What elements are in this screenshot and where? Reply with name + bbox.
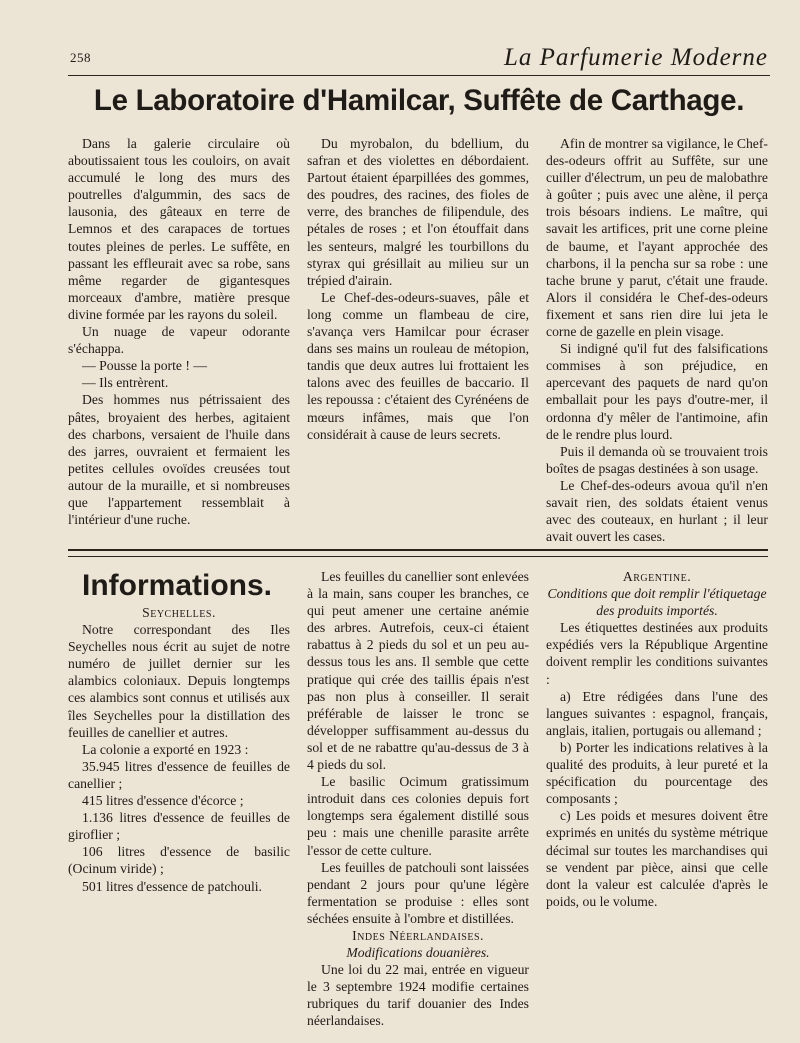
paragraph: c) Les poids et mesures doivent être exprimés en unités du système métrique décimal sur toutes les marchandises qui se vendent par pièce, ainsi que celle dont la valeur est calculée d'après le poids, ou le volume. (546, 808, 768, 909)
paragraph: Dans la galerie circulaire où aboutissaient tous les couloirs, on avait accumulé le long des murs des poutrelles d'algummin, des sacs de lausonia, des gâteaux en terre de Lemnos et des carapaces de tortues toutes pleines de perles. Le suffête, en passant les effleurait avec sa robe, sans même regarder de gigantesques morceaux d'ambre, matière presque divine formée par les rayons du soleil. (68, 136, 290, 322)
paragraph: Les feuilles de patchouli sont laissées pendant 2 jours pour qu'une légère fermentation se produise : elles sont séchées ensuite à l'ombre et distillées. (307, 859, 529, 926)
paragraph: Afin de montrer sa vigilance, le Chef-des-odeurs offrit au Suffête, sur une cuiller d'électrum, un peu de malobathre à goûter ; puis avec une alène, il perça trois bésoars indiens. Le maître, qui savait les artifices, prit une corne pleine de baume, et l'ayant approchée des charbons, il la pencha sur sa robe : une tache brune y parut, c'était une fraude. Alors il considéra le Chef-des-odeurs fixement et sans rien dire lui jeta le corne de gazelle en plein visage. (546, 136, 768, 340)
column-2 (307, 568, 529, 1028)
section-divider (68, 549, 768, 557)
subsection-subheading: Conditions que doit remplir l'étiquetage des produits importés. (547, 586, 767, 619)
paragraph: — Ils entrèrent. (82, 375, 169, 391)
page-number: 258 (70, 50, 91, 65)
paragraph: b) Porter les indications relatives à la qualité des produits, à leur pureté et la spécification du pourcentage des composants ; (546, 739, 768, 807)
article-title: Le Laboratoire d'Hamilcar, Suffête de Carthage. (93, 84, 745, 117)
paragraph: Si indigné qu'il fut des falsifications commises à son préjudice, en apercevant des paquets de nard qu'on emballait pour les pays d'outre-mer, il ordonna d'y mêler de l'antimoine, afin de le rendre plus lourd. (546, 341, 768, 442)
subsection-heading: Indes Néerlandaises. (352, 927, 484, 943)
paragraph: La colonie a exporté en 1923 : (82, 741, 249, 757)
paragraph: Le Chef-des-odeurs-suaves, pâle et long comme un flambeau de cire, s'avança vers Hamilcar pour écraser dans ses mains un rouleau de métopion, tandis que deux autres lui frottaient les talons avec des feuilles de baccario. Il les repoussa : c'étaient des Cyrénéens de mœurs infâmes, mais que l'on considérait à cause de leurs secrets. (307, 289, 529, 442)
paragraph: Les feuilles du canellier sont enlevées à la main, sans couper les branches, ce qui peut amener une certaine anémie des arbres. Autrefois, ceux-ci étaient rabattus à 2 pieds du sol et un peu au-dessus tous les ans. Il semble que cette pratique qui crée des taillis épais n'est pas non plus à conseiller. Il serait préférable de laisser le tronc se développer suffisamment au-dessus du sol et de ne rabattre qu'au-dessus de 3 à 4 pieds du sol. (307, 569, 529, 773)
paragraph: Le basilic Ocimum gratissimum introduit dans ces colonies depuis fort longtemps sera également distillé sous peu : mais une chenille parasite arrête l'essor de cette culture. (307, 774, 529, 858)
journal-masthead: La Parfumerie Moderne (503, 44, 768, 71)
paragraph: Puis il demanda où se trouvaient trois boîtes de psagas destinées à son usage. (546, 443, 768, 476)
paragraph: 35.945 litres d'essence de feuilles de canellier ; (68, 758, 290, 791)
column-3 (546, 135, 768, 545)
informations-body (68, 568, 768, 1028)
paragraph: 106 litres d'essence de basilic (Ocinum viride) ; (68, 844, 290, 877)
subsection-heading: Argentine. (622, 569, 692, 584)
paragraph: Une loi du 22 mai, entrée en vigueur le 3 septembre 1924 modifie certaines rubriques du tarif douanier des Indes néerlandaises. (307, 962, 529, 1028)
paragraph: Le Chef-des-odeurs avoua qu'il n'en savait rien, des soldats étaient venus avec des couteaux, en hurlant ; il leur avait ouvert les cases. (546, 477, 768, 545)
paragraph: Un nuage de vapeur odorante s'échappa. (68, 324, 290, 357)
article-body (68, 135, 768, 545)
paragraph: 415 litres d'essence d'écorce ; (82, 793, 244, 809)
paragraph: — Pousse la porte ! — (82, 358, 208, 374)
column-3 (546, 568, 768, 1028)
paragraph: Du myrobalon, du bdellium, du safran et des violettes en débordaient. Partout étaient éparpillées des gommes, des poudres, des racines, des fioles de verre, des branches de filipendule, des pétales de roses ; et l'on étouffait dans les senteurs, malgré les tourbillons du styrax qui grésillait au milieu sur un trépied d'airain. (307, 136, 529, 288)
header-rule (68, 75, 770, 76)
column-1 (68, 568, 290, 1028)
section-title: Informations. (82, 569, 273, 602)
subsection-subheading: Modifications douanières. (346, 945, 490, 961)
paragraph: 501 litres d'essence de patchouli. (82, 878, 262, 894)
paragraph: a) Etre rédigées dans l'une des langues suivantes : espagnol, français, anglais, italien, portugais ou allemand ; (546, 688, 768, 738)
subsection-heading: Seychelles. (142, 605, 216, 620)
paragraph: Des hommes nus pétrissaient des pâtes, broyaient des herbes, agitaient des charbons, versaient de l'huile dans des jarres, ouvraient et fermaient les petites cellules ovoïdes creusées tout autour de la muraille, et si nombreuses que l'appartement ressemblait à l'intérieur d'une ruche. (68, 392, 290, 528)
column-1 (68, 135, 290, 545)
column-2 (307, 135, 529, 545)
paragraph: Notre correspondant des Iles Seychelles nous écrit au sujet de notre numéro de juillet dernier sur les alambics coloniaux. Depuis longtemps ces alambics sont connus et utilisés aux îles Seychelles pour la distillation des feuilles de canellier et autres. (68, 622, 290, 740)
paragraph: Les étiquettes destinées aux produits expédiés vers la République Argentine doivent remplir les conditions suivantes : (546, 620, 768, 687)
paragraph: 1.136 litres d'essence de feuilles de giroflier ; (68, 810, 290, 843)
